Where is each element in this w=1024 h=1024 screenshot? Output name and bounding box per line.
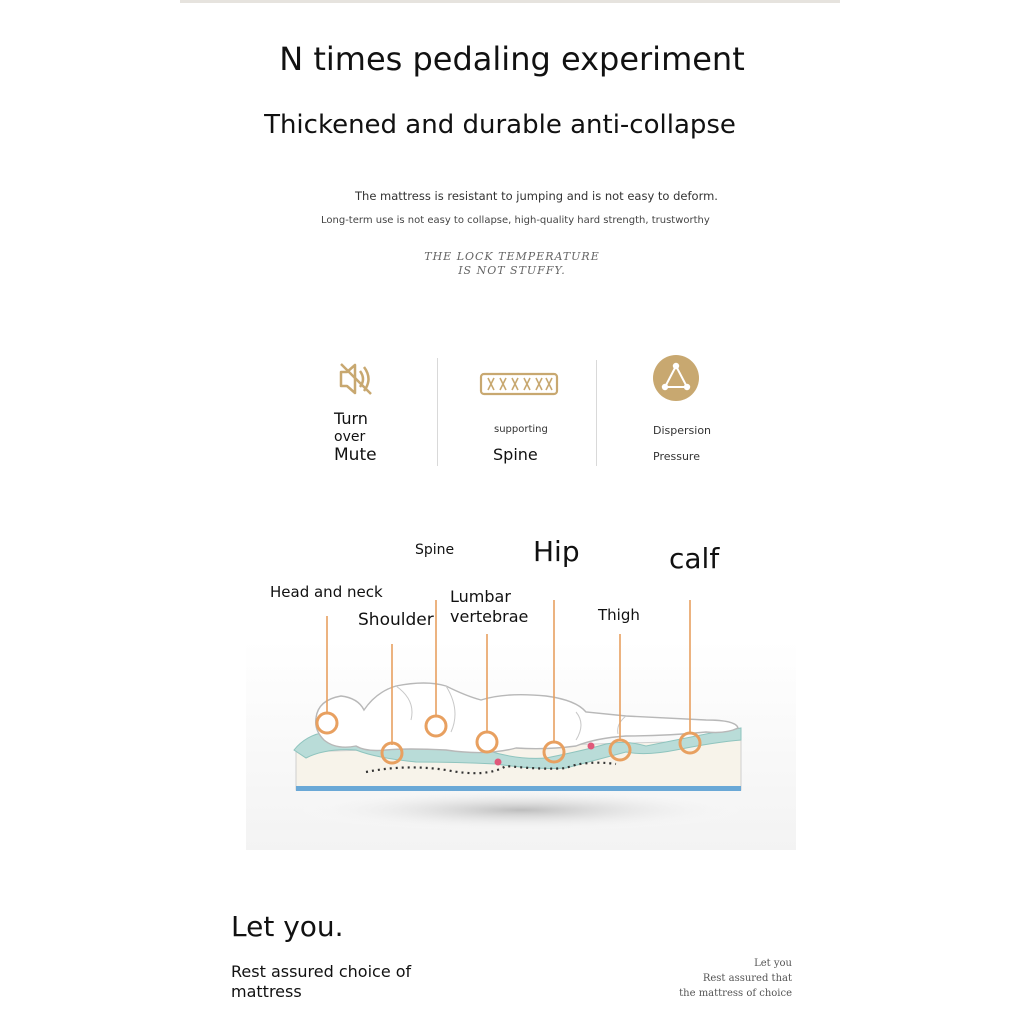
spring-layer-icon — [478, 370, 560, 398]
mute-speaker-icon — [333, 358, 381, 400]
footer-right-text — [660, 956, 792, 1001]
feature-mute-label-line2: over — [334, 429, 366, 445]
mattress-shadow — [291, 788, 751, 832]
label-calf: calf — [669, 542, 720, 575]
footer-right-line-1: Let you — [754, 958, 792, 969]
label-shoulder: Shoulder — [358, 610, 434, 630]
feature-spine-small-label: supporting — [494, 424, 548, 435]
label-hip: Hip — [533, 535, 580, 568]
pressure-triangle-icon — [652, 354, 700, 402]
footer-title: Let you. — [231, 910, 344, 943]
tagline — [400, 250, 624, 278]
red-dot-marker — [588, 743, 595, 750]
label-head-neck: Head and neck — [270, 583, 383, 601]
footer-text: Rest assured choice of mattress — [231, 962, 412, 1001]
feature-mute-label — [334, 410, 377, 464]
tagline-line-2: IS NOT STUFFY. — [458, 264, 566, 277]
feature-mute-label-line3: Mute — [334, 445, 377, 465]
description-line-1: The mattress is resistant to jumping and is not easy to deform. — [355, 189, 718, 203]
label-thigh: Thigh — [598, 606, 640, 624]
red-dot-marker — [495, 759, 502, 766]
feature-pressure-label-2: Pressure — [653, 450, 700, 463]
tagline-line-1: THE LOCK TEMPERATURE — [424, 250, 600, 263]
feature-divider — [596, 360, 597, 466]
label-spine: Spine — [415, 542, 455, 558]
label-lumbar-line2: vertebrae — [450, 607, 529, 626]
footer-right-line-2: Rest assured that — [702, 973, 792, 984]
page-subtitle: Thickened and durable anti-collapse — [264, 110, 736, 140]
feature-spine-big-label: Spine — [493, 445, 538, 464]
mattress-base-line — [296, 786, 741, 791]
mattress-body-diagram — [246, 600, 796, 850]
feature-divider — [437, 358, 438, 466]
feature-pressure-label-1: Dispersion — [653, 424, 712, 437]
label-lumbar-line1: Lumbar — [450, 587, 511, 606]
footer-right-line-3: the mattress of choice — [679, 988, 792, 999]
top-divider — [180, 0, 840, 3]
page-title: N times pedaling experiment — [279, 40, 745, 78]
feature-mute-label-line1: Turn — [334, 409, 368, 428]
description-line-2: Long-term use is not easy to collapse, high-quality hard strength, trustworthy — [321, 215, 710, 226]
